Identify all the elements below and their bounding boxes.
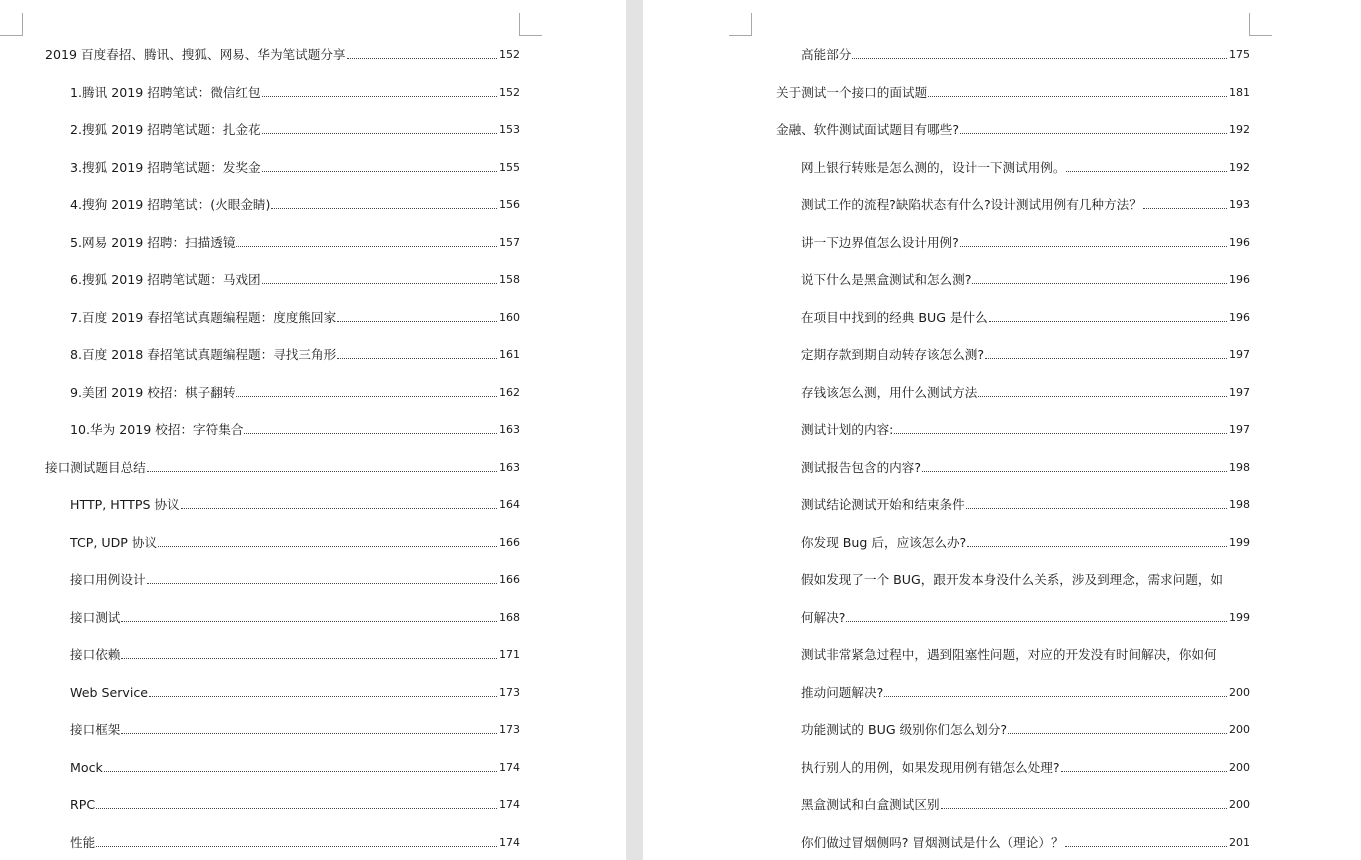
toc-page-number: 171	[499, 648, 520, 661]
toc-dot-leader	[149, 696, 497, 697]
toc-entry[interactable]	[70, 81, 520, 101]
toc-entry[interactable]	[801, 456, 1250, 476]
toc-entry[interactable]	[70, 718, 520, 738]
toc-entry[interactable]	[801, 231, 1250, 251]
margin-corner-mark	[0, 13, 23, 36]
toc-dot-leader	[337, 321, 497, 322]
toc-entry-title: 测试报告包含的内容?	[801, 459, 922, 475]
toc-entry-title: 黑盒测试和白盒测试区别	[801, 797, 940, 812]
toc-entry-title: TCP, UDP 协议	[70, 534, 158, 550]
toc-dot-leader	[236, 246, 497, 247]
toc-entry[interactable]	[801, 531, 1250, 551]
toc-page-number: 196	[1229, 273, 1250, 286]
toc-entry-title: 存钱该怎么测，用什么测试方法	[801, 384, 978, 400]
toc-entry-title: 测试结论测试开始和结束条件	[801, 497, 965, 512]
toc-page-number: 173	[499, 685, 520, 699]
toc-dot-leader	[262, 96, 497, 97]
toc-page-number: 175	[1229, 48, 1250, 61]
toc-entry[interactable]	[801, 756, 1250, 776]
toc-entry[interactable]	[70, 156, 520, 176]
toc-entry[interactable]	[801, 156, 1250, 176]
toc-entry[interactable]	[801, 681, 1250, 701]
toc-entry[interactable]	[45, 456, 520, 476]
toc-page-number: 163	[499, 423, 520, 436]
toc-page-number: 199	[1229, 610, 1250, 624]
toc-entry[interactable]	[801, 831, 1250, 851]
toc-page-number: 196	[1229, 310, 1250, 324]
toc-entry[interactable]	[70, 306, 520, 326]
toc-entry[interactable]	[801, 381, 1250, 401]
toc-entry-title: 4.搜狗 2019 招聘笔试：(火眼金睛)	[70, 197, 271, 212]
toc-entry-title: 5.网易 2019 招聘：扫描透镜	[70, 234, 236, 250]
toc-entry-title: 接口用例设计	[70, 572, 146, 587]
toc-dot-leader	[972, 283, 1227, 284]
toc-page-number: 199	[1229, 535, 1250, 549]
toc-page-number: 168	[499, 610, 520, 624]
toc-dot-leader	[104, 771, 497, 772]
toc-entry-title: 你发现 Bug 后，应该怎么办?	[801, 534, 967, 550]
toc-entry-title: 2019 百度春招、腾讯、搜狐、网易、华为笔试题分享	[45, 47, 346, 62]
toc-entry[interactable]	[70, 531, 520, 551]
toc-page-number: 196	[1229, 235, 1250, 249]
toc-entry-title: 测试工作的流程?缺陷状态有什么?设计测试用例有几种方法？	[801, 197, 1142, 212]
toc-entry[interactable]	[776, 81, 1250, 101]
toc-entry[interactable]	[70, 118, 520, 138]
toc-dot-leader	[989, 321, 1227, 322]
toc-entry[interactable]	[70, 231, 520, 251]
toc-dot-leader	[121, 733, 497, 734]
toc-entry[interactable]	[801, 793, 1250, 813]
toc-dot-leader	[985, 358, 1227, 359]
toc-page-number: 197	[1229, 348, 1250, 361]
toc-page-number: 155	[499, 160, 520, 174]
toc-page-number: 160	[499, 310, 520, 324]
toc-entry-title: 金融、软件测试面试题目有哪些?	[776, 122, 959, 137]
toc-dot-leader	[262, 283, 497, 284]
toc-page-number: 174	[499, 835, 520, 849]
toc-page-number: 198	[1229, 498, 1250, 511]
margin-corner-mark	[729, 13, 752, 36]
toc-entry-title: 在项目中找到的经典 BUG 是什么	[801, 309, 988, 325]
toc-entry[interactable]	[70, 193, 520, 213]
toc-entry-title: 接口依赖	[70, 647, 121, 662]
toc-page-number: 166	[499, 535, 520, 549]
toc-entry[interactable]	[70, 606, 520, 626]
toc-entry[interactable]	[801, 43, 1250, 63]
toc-dot-leader	[967, 546, 1227, 547]
toc-dot-leader	[852, 58, 1227, 59]
toc-entry[interactable]	[70, 681, 520, 701]
toc-page-number: 157	[499, 235, 520, 249]
toc-entry[interactable]	[801, 306, 1250, 326]
toc-entry[interactable]	[70, 493, 520, 513]
toc-page-number: 163	[499, 460, 520, 474]
toc-entry[interactable]	[801, 718, 1250, 738]
toc-dot-leader	[1143, 208, 1227, 209]
toc-entry-title: 3.搜狐 2019 招聘笔试题：发奖金	[70, 159, 261, 175]
toc-entry[interactable]	[801, 606, 1250, 626]
toc-dot-leader	[236, 396, 497, 397]
toc-dot-leader	[1065, 846, 1227, 847]
toc-entry-title: 网上银行转账是怎么测的，设计一下测试用例。	[801, 159, 1066, 175]
toc-page-number: 152	[499, 48, 520, 61]
toc-dot-leader	[158, 546, 497, 547]
toc-dot-leader	[147, 471, 497, 472]
toc-entry-title: 执行别人的用例，如果发现用例有错怎么处理?	[801, 759, 1060, 775]
toc-entry-text-line: 测试非常紧急过程中，遇到阻塞性问题，对应的开发没有时间解决，你如何	[801, 647, 1217, 662]
toc-dot-leader	[121, 621, 497, 622]
toc-entry-title: 定期存款到期自动转存该怎么测?	[801, 347, 984, 362]
toc-entry[interactable]	[70, 831, 520, 851]
toc-page-number: 200	[1229, 723, 1250, 736]
toc-page-number: 174	[499, 760, 520, 774]
toc-entry[interactable]	[70, 418, 520, 438]
toc-entry-title: 6.搜狐 2019 招聘笔试题：马戏团	[70, 272, 261, 287]
toc-page-number: 161	[499, 348, 520, 361]
toc-entry-title: 8.百度 2018 春招笔试真题编程题：寻找三角形	[70, 347, 337, 362]
toc-page-number: 201	[1229, 835, 1250, 849]
toc-entry-title: 1.腾讯 2019 招聘笔试：微信红包	[70, 84, 261, 100]
toc-page-number: 192	[1229, 123, 1250, 136]
toc-entry[interactable]	[70, 643, 520, 663]
toc-page-number: 198	[1229, 460, 1250, 474]
toc-page-number: 197	[1229, 423, 1250, 436]
toc-entry-text-line: 假如发现了一个 BUG，跟开发本身没什么关系，涉及到理念，需求问题，如	[801, 572, 1224, 587]
toc-dot-leader	[147, 583, 497, 584]
toc-entry-title: 何解决?	[801, 609, 846, 625]
toc-page-number: 156	[499, 198, 520, 211]
toc-entry[interactable]	[70, 756, 520, 776]
margin-corner-mark	[519, 13, 542, 36]
toc-dot-leader	[1066, 171, 1227, 172]
toc-dot-leader	[121, 658, 497, 659]
toc-page-number: 173	[499, 723, 520, 736]
toc-page-number: 162	[499, 385, 520, 399]
toc-entry-title: 高能部分	[801, 47, 852, 62]
toc-entry-title: 功能测试的 BUG 级别你们怎么划分?	[801, 722, 1008, 737]
toc-page-number: 152	[499, 85, 520, 99]
toc-page-number: 153	[499, 123, 520, 136]
margin-corner-mark	[1249, 13, 1272, 36]
toc-page-number: 164	[499, 498, 520, 511]
toc-entry[interactable]	[801, 343, 1250, 363]
toc-dot-leader	[337, 358, 497, 359]
toc-entry[interactable]	[801, 268, 1250, 288]
toc-dot-leader	[978, 396, 1227, 397]
toc-entry-title: HTTP, HTTPS 协议	[70, 497, 180, 512]
toc-dot-leader	[271, 208, 497, 209]
toc-dot-leader	[960, 246, 1227, 247]
toc-entry[interactable]	[45, 43, 520, 63]
toc-dot-leader	[96, 808, 497, 809]
toc-page-number: 197	[1229, 385, 1250, 399]
toc-page-number: 166	[499, 573, 520, 586]
toc-entry[interactable]	[801, 193, 1250, 213]
toc-dot-leader	[1008, 733, 1227, 734]
toc-page-number: 174	[499, 798, 520, 811]
toc-entry[interactable]	[70, 381, 520, 401]
toc-dot-leader	[966, 508, 1227, 509]
toc-entry-title: 接口测试	[70, 609, 121, 625]
toc-page-number: 200	[1229, 798, 1250, 811]
toc-dot-leader	[884, 696, 1227, 697]
toc-entry[interactable]	[801, 418, 1250, 438]
toc-entry[interactable]	[70, 568, 520, 588]
toc-page-number: 158	[499, 273, 520, 286]
toc-dot-leader	[846, 621, 1227, 622]
toc-page-number: 200	[1229, 685, 1250, 699]
document-page-right	[643, 0, 1361, 860]
toc-entry-title: 性能	[70, 834, 96, 850]
toc-dot-leader	[347, 58, 497, 59]
toc-dot-leader	[922, 471, 1227, 472]
toc-entry[interactable]	[70, 268, 520, 288]
toc-entry-title: 说下什么是黑盒测试和怎么测?	[801, 272, 972, 287]
toc-dot-leader	[1061, 771, 1227, 772]
toc-dot-leader	[928, 96, 1227, 97]
toc-entry-title: 9.美团 2019 校招：棋子翻转	[70, 384, 236, 400]
toc-entry-title: Web Service	[70, 684, 149, 700]
toc-entry[interactable]	[776, 118, 1250, 138]
toc-entry[interactable]	[70, 343, 520, 363]
toc-entry-title: 你们做过冒烟侧吗? 冒烟测试是什么（理论）？	[801, 834, 1064, 850]
toc-dot-leader	[941, 808, 1227, 809]
toc-entry-title: Mock	[70, 759, 103, 775]
toc-entry-title: 关于测试一个接口的面试题	[776, 84, 928, 100]
toc-dot-leader	[262, 133, 497, 134]
toc-entry[interactable]	[801, 493, 1250, 513]
toc-entry-title: RPC	[70, 797, 96, 812]
toc-dot-leader	[96, 846, 497, 847]
toc-entry-title: 讲一下边界值怎么设计用例?	[801, 234, 959, 250]
toc-entry-title: 推动问题解决?	[801, 684, 884, 700]
toc-dot-leader	[181, 508, 497, 509]
toc-page-number: 200	[1229, 760, 1250, 774]
document-page-left	[0, 0, 626, 860]
toc-entry-title: 7.百度 2019 春招笔试真题编程题：度度熊回家	[70, 309, 337, 325]
toc-dot-leader	[262, 171, 497, 172]
toc-entry-title: 10.华为 2019 校招：字符集合	[70, 422, 244, 437]
toc-dot-leader	[244, 433, 497, 434]
toc-page-number: 181	[1229, 85, 1250, 99]
toc-page-number: 192	[1229, 160, 1250, 174]
toc-dot-leader	[894, 433, 1227, 434]
toc-entry-title: 2.搜狐 2019 招聘笔试题：扎金花	[70, 122, 261, 137]
toc-dot-leader	[960, 133, 1227, 134]
toc-entry-title: 测试计划的内容:	[801, 422, 894, 437]
toc-entry[interactable]	[70, 793, 520, 813]
toc-page-number: 193	[1229, 198, 1250, 211]
toc-entry-title: 接口测试题目总结	[45, 459, 146, 475]
toc-entry-title: 接口框架	[70, 722, 121, 737]
